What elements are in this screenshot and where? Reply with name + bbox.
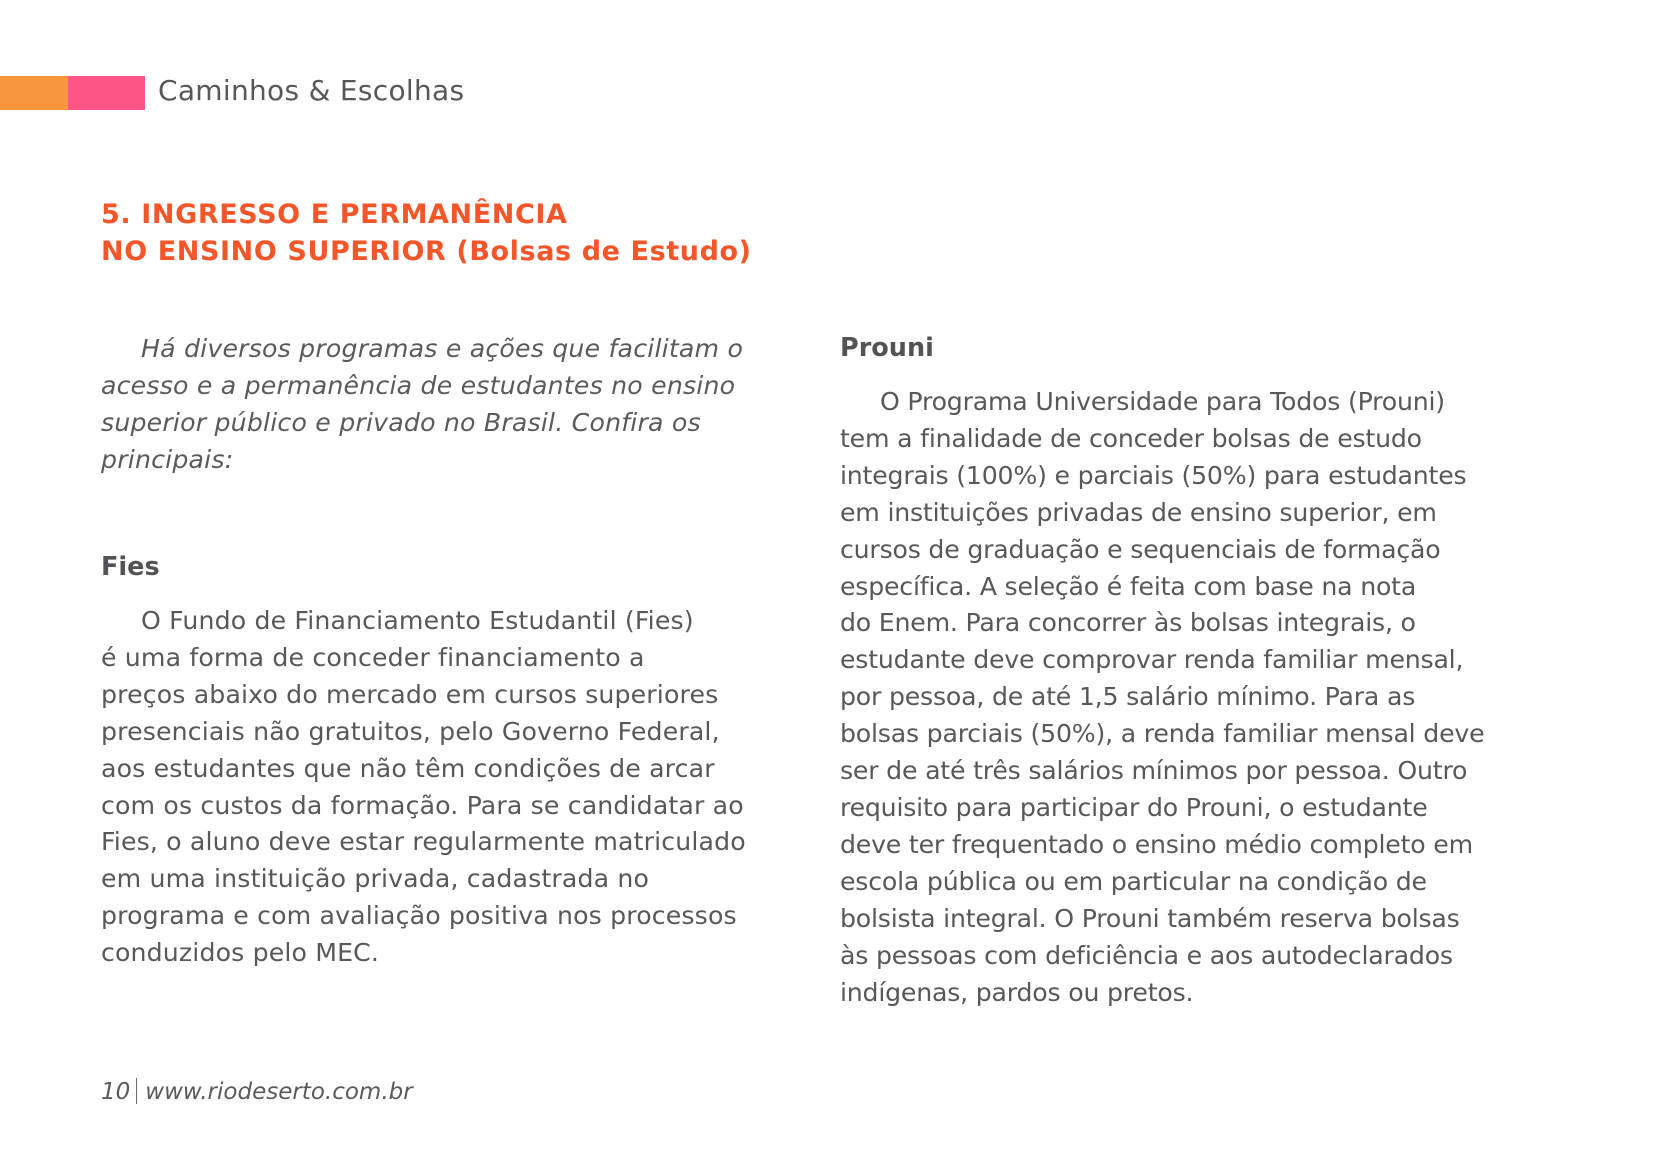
section-title [101, 196, 752, 270]
fies-line: é uma forma de conceder financiamento a [101, 642, 645, 672]
intro-line: principais: [101, 445, 234, 474]
intro-line: acesso e a permanência de estudantes no ensino [101, 371, 736, 400]
prouni-line: ser de até três salários mínimos por pessoa. Outro [840, 756, 1468, 786]
header-bar-orange [0, 76, 68, 110]
prouni-line: escola pública ou em particular na condição de [840, 866, 1427, 896]
prouni-paragraph [840, 384, 1484, 1011]
fies-line: aos estudantes que não têm condições de arcar [101, 753, 715, 783]
publication-title: Caminhos & Escolhas [158, 74, 465, 107]
intro-line: Há diversos programas e ações que facilitam o [141, 334, 744, 363]
fies-line: em uma instituição privada, cadastrada no [101, 864, 650, 894]
fies-line: O Fundo de Financiamento Estudantil (Fies) [141, 606, 694, 635]
header-color-bar [0, 76, 145, 110]
prouni-line: tem a finalidade de conceder bolsas de estudo [840, 423, 1422, 453]
section-title-line: NO ENSINO SUPERIOR (Bolsas de Estudo) [101, 236, 752, 267]
section-title-line: 5. INGRESSO E PERMANÊNCIA [101, 199, 568, 230]
fies-line: preços abaixo do mercado em cursos superiores [101, 679, 719, 709]
prouni-line: requisito para participar do Prouni, o estudante [840, 792, 1428, 822]
prouni-line: específica. A seleção é feita com base na nota [840, 571, 1417, 601]
page-footer [101, 1077, 413, 1107]
fies-line: programa e com avaliação positiva nos processos [101, 901, 737, 931]
prouni-line: integrais (100%) e parciais (50%) para estudantes [840, 460, 1467, 490]
prouni-line: deve ter frequentado o ensino médio completo em [840, 829, 1473, 859]
prouni-line: bolsas parciais (50%), a renda familiar mensal deve [840, 719, 1485, 749]
prouni-line: por pessoa, de até 1,5 salário mínimo. Para as [840, 682, 1416, 712]
fies-line: com os custos da formação. Para se candidatar ao [101, 790, 744, 820]
fies-line: presenciais não gratuitos, pelo Governo Federal, [101, 716, 720, 746]
fies-line: Fies, o aluno deve estar regularmente matriculado [101, 827, 746, 857]
footer-divider [136, 1078, 137, 1104]
prouni-heading: Prouni [840, 333, 934, 363]
footer-url-link[interactable]: www.riodeserto.com.br [145, 1079, 413, 1105]
fies-heading: Fies [101, 552, 160, 582]
prouni-line: cursos de graduação e sequenciais de formação [840, 534, 1441, 564]
prouni-line: do Enem. Para concorrer às bolsas integrais, o [840, 608, 1416, 638]
prouni-line: bolsista integral. O Prouni também reserva bolsas [840, 903, 1460, 933]
prouni-line: às pessoas com deficiência e aos autodeclarados [840, 940, 1453, 970]
prouni-line: em instituições privadas de ensino superior, em [840, 497, 1437, 527]
prouni-line: O Programa Universidade para Todos (Prouni) [880, 387, 1445, 416]
prouni-line: estudante deve comprovar renda familiar mensal, [840, 645, 1464, 675]
prouni-line: indígenas, pardos ou pretos. [840, 977, 1194, 1007]
intro-paragraph [101, 330, 781, 478]
intro-line: superior público e privado no Brasil. Confira os [101, 408, 701, 437]
page-number: 10 [101, 1079, 131, 1105]
header-bar-pink [68, 76, 145, 110]
fies-paragraph [101, 603, 746, 972]
fies-line: conduzidos pelo MEC. [101, 938, 380, 968]
